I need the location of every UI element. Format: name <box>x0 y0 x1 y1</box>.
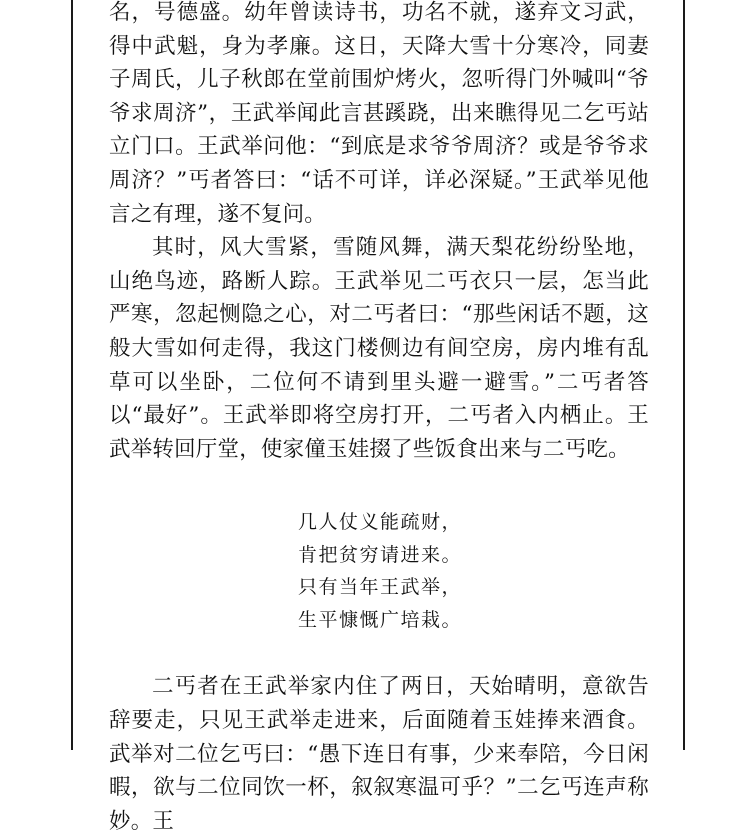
paragraph-farewell: 二丐者在王武举家内住了两日，天始晴明，意欲告辞要走，只见王武举走进来，后面随着玉娃捧来酒食。武举对二位乞丐曰：“愚下连日有事，少来奉陪，今日闲暇，欲与二位同饮一杯，叙叙寒温可乎？”二乞丐连声称妙。王 <box>109 674 649 834</box>
paragraph-snowstorm: 其时，风大雪紧，雪随风舞，满天梨花纷纷坠地，山绝鸟迹，路断人踪。王武举见二丐衣只一层，怎当此严寒，忽起恻隐之心，对二丐者曰：“那些闲话不题，这般大雪如何走得，我这门楼侧边有间空房，房内堆有乱草可以坐卧，二位何不请到里头避一避雪。”二丐者答以“最好”。王武举即将空房打开，二丐者入内栖止。王武举转回厅堂，使家僮玉娃掇了些饭食出来与二丐吃。 <box>109 235 649 462</box>
scan-left-border <box>71 0 73 750</box>
poem-line-3: 只有当年王武举， <box>298 576 463 599</box>
poem <box>298 506 649 636</box>
document-page <box>109 0 649 838</box>
poem-spacing <box>109 636 649 670</box>
scan-right-border <box>683 0 685 750</box>
poem-line-4: 生平慷慨广培栽。 <box>298 608 463 631</box>
poem-line-2: 肯把贫穷请进来。 <box>298 543 463 566</box>
paragraph-opening: 名，号德盛。幼年曾读诗书，功名不就，遂弃文习武，得中武魁，身为孝廉。这日，天降大雪十分寒冷，同妻子周氏，儿子秋郎在堂前围炉烤火，忽听得门外喊叫“爷爷求周济”，王武举闻此言甚蹊跷，出来瞧得见二乞丐站立门口。王武举问他：“到底是求爷爷周济？或是爷爷求周济？”丐者答曰：“话不可详，详必深疑。”王武举见他言之有理，遂不复问。 <box>109 0 649 227</box>
poem-line-1: 几人仗义能疏财， <box>298 511 463 534</box>
